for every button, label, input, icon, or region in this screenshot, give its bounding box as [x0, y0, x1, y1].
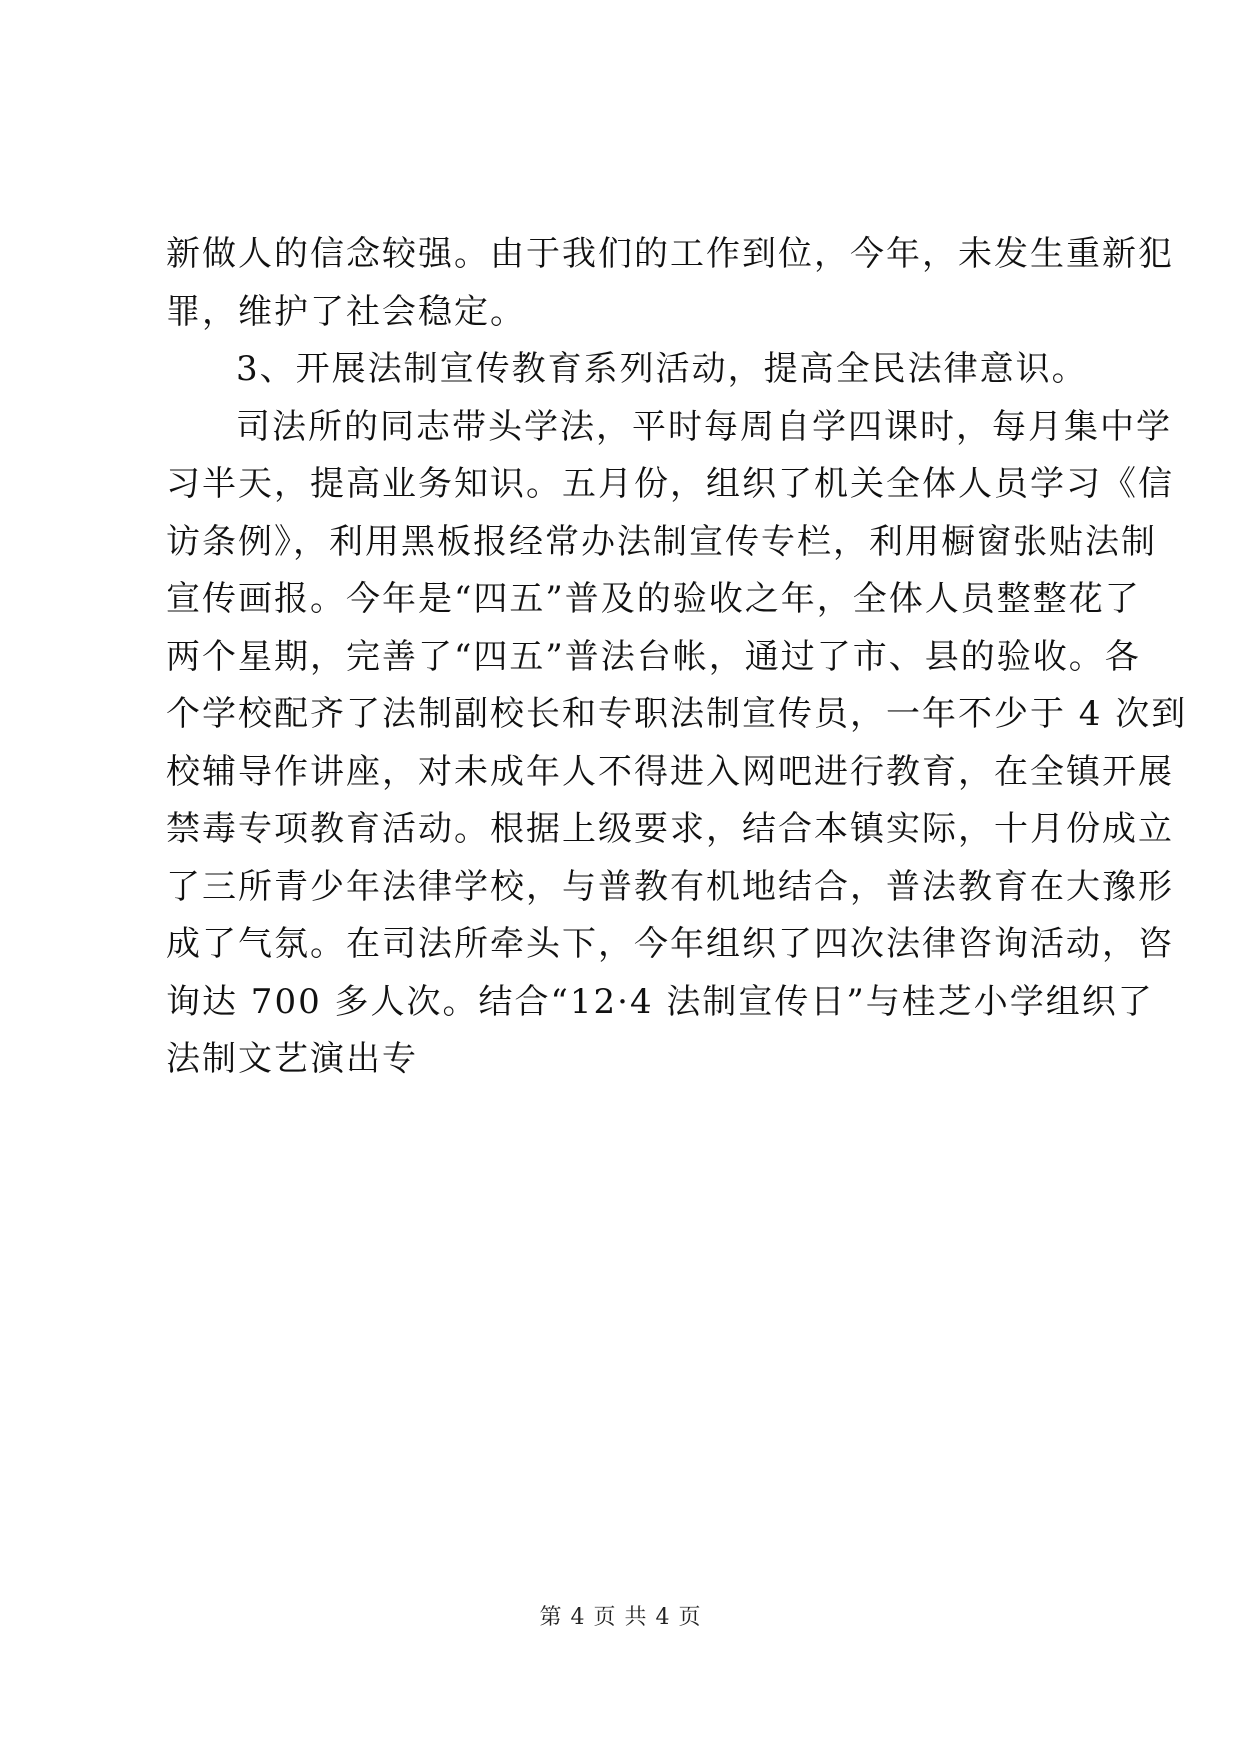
paragraph-line: 宣传画报。今年是“四五”普及的验收之年，全体人员整整花了 [166, 579, 1141, 619]
document-body [166, 226, 1188, 1089]
paragraph-3 [166, 399, 1188, 1089]
paragraph-line: 3、开展法制宣传教育系列活动，提高全民法律意识。 [236, 349, 1088, 389]
paragraph-line: 询达 700 多人次。结合“12·4 法制宣传日”与桂芝小学组织了 [166, 981, 1154, 1022]
paragraph-line: 校辅导作讲座，对未成年人不得进入网吧进行教育，在全镇开展 [166, 751, 1174, 792]
paragraph-line: 两个星期，完善了“四五”普法台帐，通过了市、县的验收。各 [166, 636, 1141, 677]
paragraph-line: 习半天，提高业务知识。五月份，组织了机关全体人员学习《信 [166, 464, 1174, 504]
paragraph-line: 访条例》，利用黑板报经常办法制宣传专栏，利用橱窗张贴法制 [166, 521, 1157, 562]
paragraph-2-heading [166, 341, 1088, 399]
page-number-footer: 第 4 页 共 4 页 [539, 1605, 702, 1630]
paragraph-line: 成了气氛。在司法所牵头下，今年组织了四次法律咨询活动，咨 [166, 924, 1174, 964]
paragraph-line: 新做人的信念较强。由于我们的工作到位，今年，未发生重新犯 [166, 234, 1174, 274]
paragraph-1 [166, 226, 1174, 341]
paragraph-line: 禁毒专项教育活动。根据上级要求，结合本镇实际，十月份成立 [166, 809, 1174, 849]
paragraph-line: 法制文艺演出专 [166, 1039, 418, 1079]
paragraph-line: 个学校配齐了法制副校长和专职法制宣传员，一年不少于 4 次到 [166, 694, 1188, 734]
paragraph-line: 了三所青少年法律学校，与普教有机地结合，普法教育在大豫形 [166, 866, 1174, 907]
paragraph-line: 司法所的同志带头学法，平时每周自学四课时，每月集中学 [236, 406, 1172, 447]
paragraph-line: 罪，维护了社会稳定。 [166, 291, 526, 332]
